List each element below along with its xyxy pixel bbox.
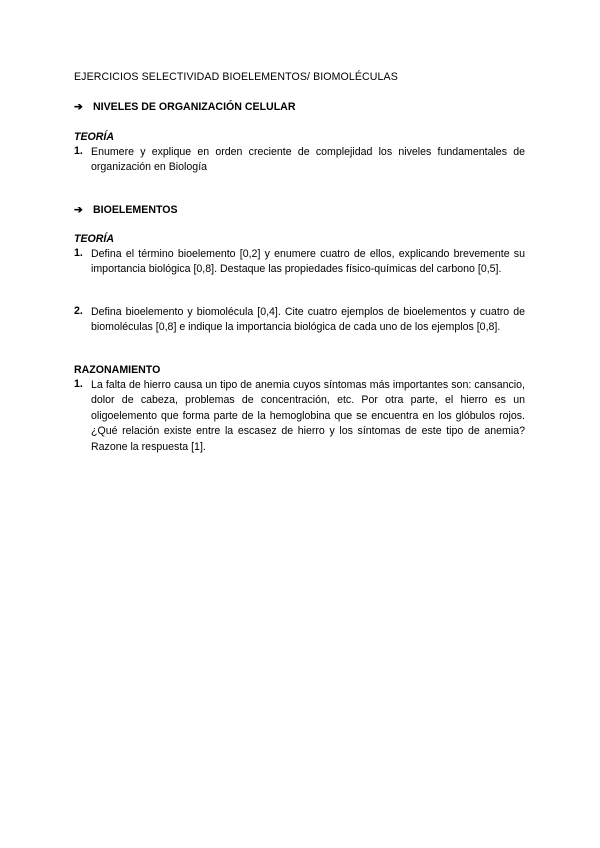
section-heading-label: NIVELES DE ORGANIZACIÓN CELULAR [93,101,296,113]
section-heading-niveles [74,101,295,113]
section-heading-bioelementos [74,204,178,216]
arrow-icon: ➔ [74,204,83,216]
subheading-teoria: TEORÍA [74,131,115,143]
item-text: Enumere y explique en orden creciente de complejidad los niveles fundamentales de organización en Biología [91,146,525,174]
list-item [74,247,525,278]
arrow-icon: ➔ [74,101,83,113]
list-item [74,305,525,336]
list-item [74,378,525,455]
item-number: 2. [74,305,83,317]
subheading-teoria: TEORÍA [74,233,115,245]
section-heading-label: BIOELEMENTOS [93,204,178,216]
item-text: La falta de hierro causa un tipo de anemia cuyos síntomas más importantes son: cansancio, dolor de cabeza, problemas de concentración, etc. Por otra parte, el hierro es un oligoelemento que forma parte de la hemoglobina que se encuentra en los glóbulos rojos. ¿Qué relación existe entre la escasez de hierro y los síntomas de este tipo de anemia? Razone la respuesta [1]. [91,379,525,453]
list-item [74,145,525,176]
item-text: Defina bioelemento y biomolécula [0,4]. Cite cuatro ejemplos de bioelementos y cuatro de biomoléculas [0,8] e indique la importancia biológica de cada uno de los ejemplos [0,8]. [91,306,525,334]
item-number: 1. [74,247,83,259]
item-text: Defina el término bioelemento [0,2] y enumere cuatro de ellos, explicando brevemente su importancia biológica [0,8]. Destaque las propiedades físico-químicas del carbono [0,5]. [91,248,525,276]
item-number: 1. [74,378,83,390]
item-number: 1. [74,145,83,157]
subheading-razonamiento: RAZONAMIENTO [74,364,161,376]
document-title: EJERCICIOS SELECTIVIDAD BIOELEMENTOS/ BIOMOLÉCULAS [74,71,398,83]
